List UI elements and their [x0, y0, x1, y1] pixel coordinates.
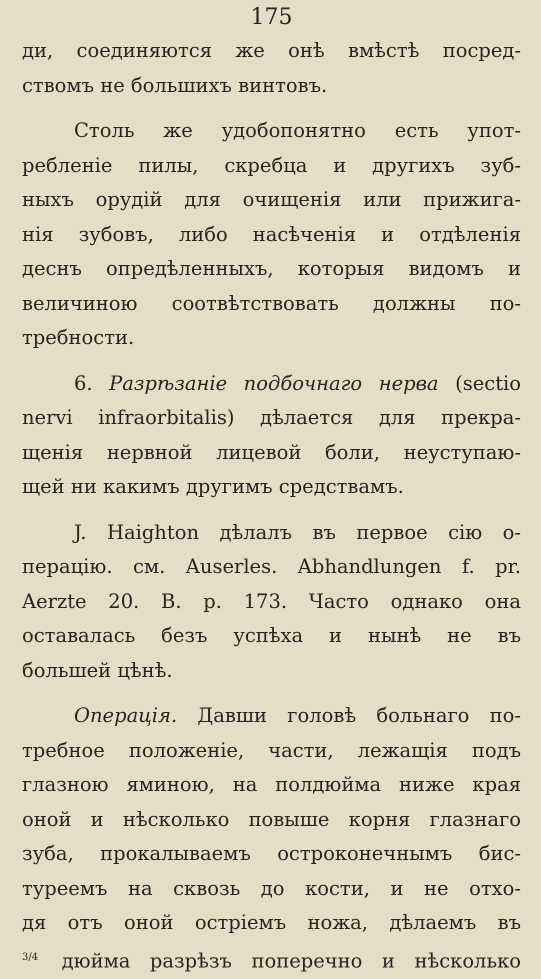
text-line: требное положеніе, части, лежащія подъ — [22, 738, 521, 762]
text-line: оставалась безъ успѣха и нынѣ не въ — [22, 624, 521, 647]
text-line: nervi infraorbitalis) дѣлается для прекра- — [22, 406, 521, 429]
text-line — [22, 699, 521, 734]
text-run: дюйма разрѣзъ поперечно и нѣсколько — [61, 949, 521, 972]
section-title: Разрѣзаніе подбочнаго нерва — [109, 371, 439, 395]
paragraph-5 — [22, 699, 521, 979]
paragraph-1 — [22, 34, 521, 103]
paragraph-2 — [22, 114, 521, 356]
text-line: деснъ опредѣленныхъ, которыя видомъ и — [22, 257, 521, 280]
text-line: величиною соотвѣтствовать должны по- — [22, 291, 521, 315]
text-line — [22, 367, 521, 402]
text-line: дя отъ оной остріемъ ножа, дѣлаемъ въ — [22, 911, 521, 934]
latin-term: (sectio — [455, 371, 521, 395]
text-line: нія зубовъ, либо насѣченія и отдѣленія — [22, 222, 521, 246]
section-number: 6. — [74, 371, 93, 395]
text-run: Давши головѣ больнаго по- — [197, 704, 521, 727]
text-line: Aerzte 20. B. p. 173. Часто однако она — [22, 589, 521, 613]
fraction: 3/4 — [22, 951, 39, 963]
text-line: оной и нѣсколько повыше корня глазнаго — [22, 807, 521, 831]
text-line: глазною яминою, на полдюйма ниже края — [22, 773, 521, 796]
text-line: ребленіе пилы, скребца и другихъ зуб- — [22, 153, 521, 177]
paragraph-4 — [22, 516, 521, 689]
text-line: J. Haighton дѣлалъ въ первое сію о- — [74, 520, 521, 544]
text-line: щей ни какимъ другимъ средствамъ. — [22, 475, 404, 498]
text-line: туреемъ на сквозь до кости, и не отхо- — [22, 876, 521, 900]
text-line: Столь же удобопонятно есть упот- — [74, 119, 521, 142]
text-line: перацію. см. Auserles. Abhandlungen f. pr. — [22, 555, 521, 578]
page-number: 175 — [250, 5, 293, 30]
text-line: требности. — [22, 326, 135, 349]
paragraph-3 — [22, 367, 521, 505]
operation-heading: Операція. — [74, 704, 178, 727]
text-line: ныхъ орудій для очищенія или прижига- — [22, 188, 521, 211]
text-line: ствомъ не большихъ винтовъ. — [22, 73, 328, 97]
text-line: зуба, прокалываемъ остроконечнымъ бис- — [22, 842, 521, 865]
text-line: щенія нервной лицевой боли, неуступаю- — [22, 440, 521, 464]
text-line: ди, соединяются же онѣ вмѣстѣ посред- — [22, 39, 521, 62]
text-line: большей цѣнѣ. — [22, 658, 173, 682]
